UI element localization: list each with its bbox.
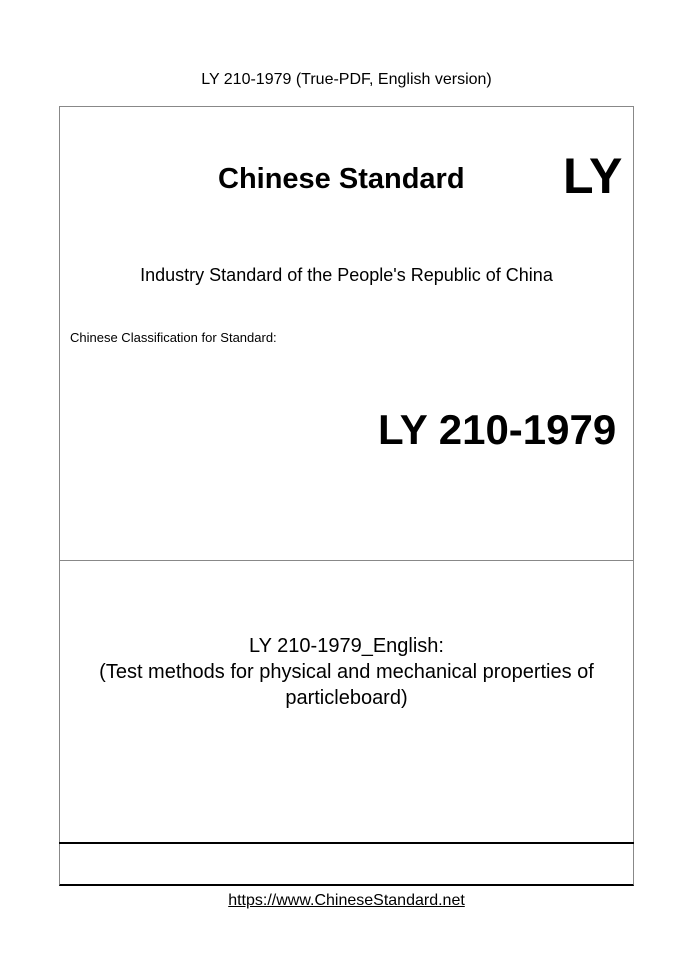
standard-mark: LY — [563, 148, 623, 204]
section-divider — [60, 560, 633, 561]
document-title-line: LY 210-1979_English: — [249, 635, 444, 657]
cover-frame — [59, 106, 634, 886]
standard-number: LY 210-1979 — [378, 406, 617, 453]
document-title — [59, 633, 634, 711]
page-header: LY 210-1979 (True-PDF, English version) — [201, 71, 492, 88]
document-title-line: (Test methods for physical and mechanical properties of — [99, 661, 594, 683]
document-title-line: particleboard) — [285, 687, 408, 709]
bottom-band-divider — [59, 842, 634, 844]
classification-label: Chinese Classification for Standard: — [70, 330, 277, 345]
industry-standard-line: Industry Standard of the People's Republic of China — [140, 265, 553, 285]
cover-title: Chinese Standard — [218, 163, 465, 195]
website-link[interactable]: https://www.ChineseStandard.net — [228, 892, 465, 909]
